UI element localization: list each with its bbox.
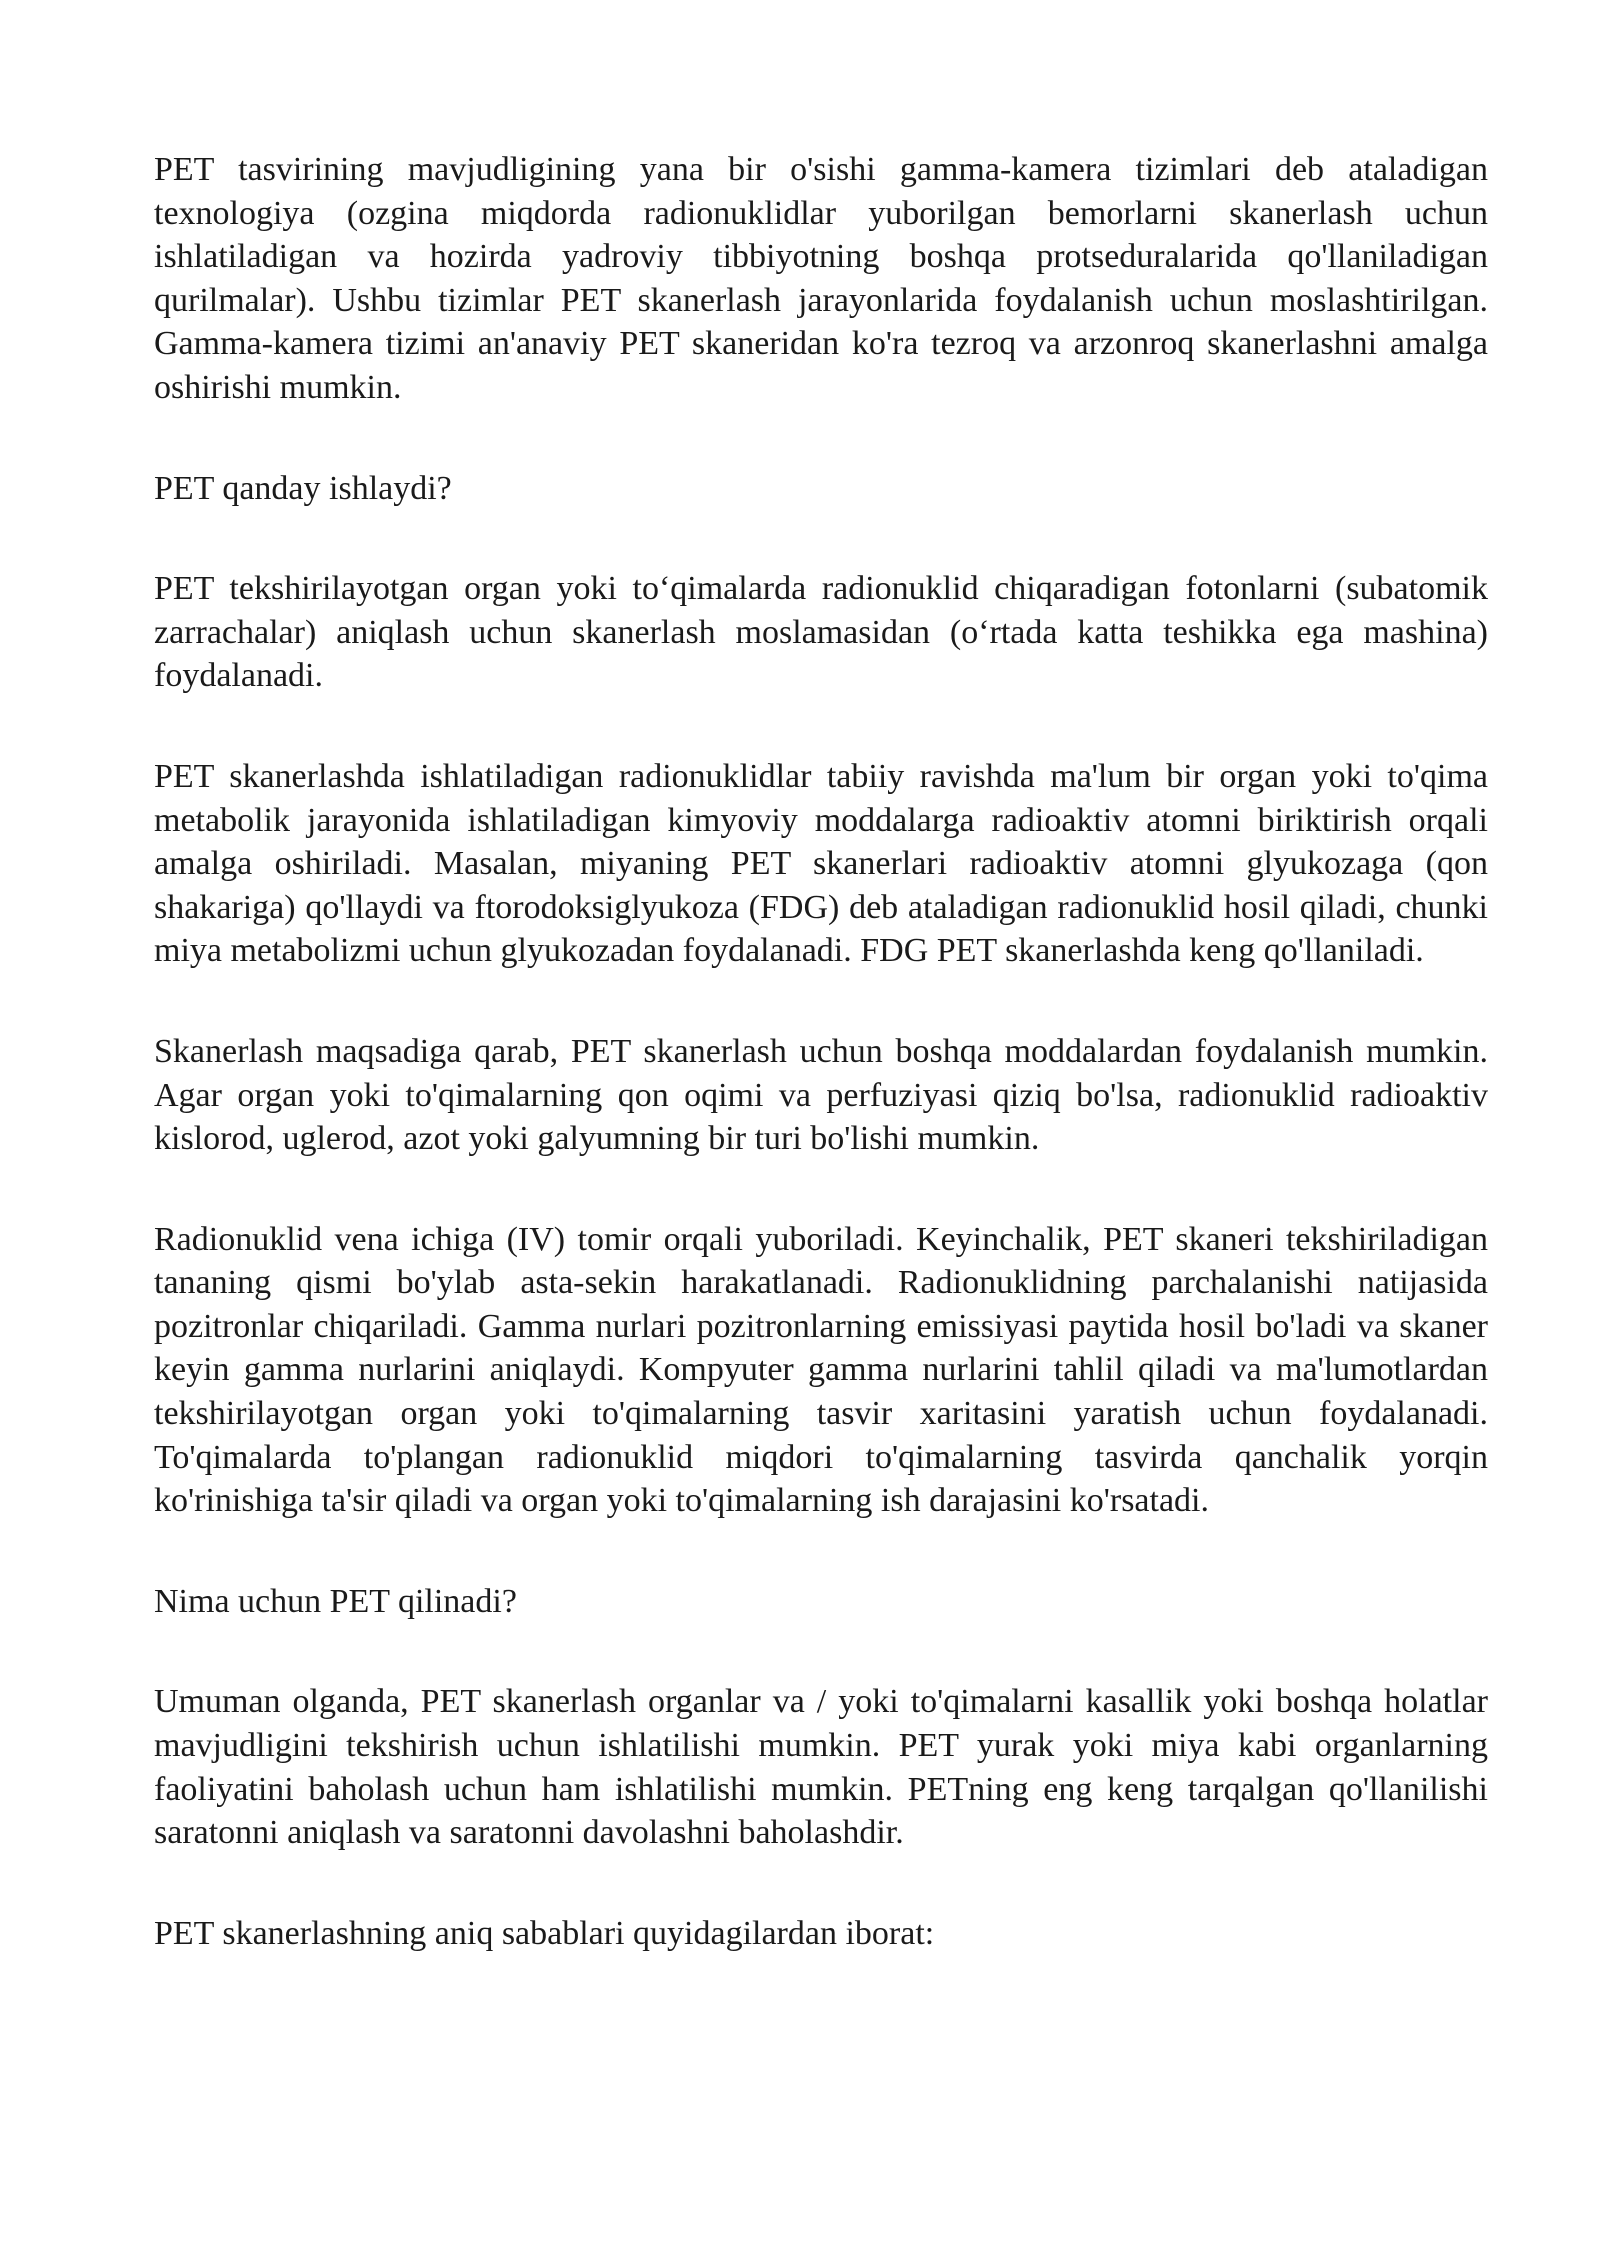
heading-why-pet: Nima uchun PET qilinadi? xyxy=(154,1582,517,1620)
paragraph-radionuclides: PET skanerlashda ishlatiladigan radionuklidlar tabiiy ravishda ma'lum bir organ yoki to'qima metabolik jarayonida ishlatiladigan kimyoviy moddalarga radioaktiv atomni biriktirish orqali amalga oshiriladi. Masalan, miyaning PET skanerlari radioaktiv atomni glyukozaga (qon shakariga) qo'llaydi va ftorodoksiglyukoza (FDG) deb ataladigan radionuklid hosil qiladi, chunki miya metabolizmi uchun glyukozadan foydalanadi. FDG PET skanerlashda keng qo'llaniladi. xyxy=(154,757,1488,970)
heading-how-pet-works: PET qanday ishlaydi? xyxy=(154,469,452,507)
document-body xyxy=(154,148,1488,2012)
paragraph-uses: Umuman olganda, PET skanerlash organlar va / yoki to'qimalarni kasallik yoki boshqa holatlar mavjudligini tekshirish uchun ishlatilishi mumkin. PET yurak yoki miya kabi organlarning faoliyatini baholash uchun ham ishlatilishi mumkin. PETning eng keng tarqalgan qo'llanilishi saratonni aniqlash va saratonni davolashni baholashdir. xyxy=(154,1683,1488,1852)
heading-specific-reasons: PET skanerlashning aniq sabablari quyidagilardan iborat: xyxy=(154,1914,935,1952)
paragraph-other-substances: Skanerlash maqsadiga qarab, PET skanerlash uchun boshqa moddalardan foydalanish mumkin. Agar organ yoki to'qimalarning qon oqimi va perfuziyasi qiziq bo'lsa, radionuklid radioaktiv kislorod, uglerod, azot yoki galyumning bir turi bo'lishi mumkin. xyxy=(154,1032,1488,1158)
paragraph-procedure: Radionuklid vena ichiga (IV) tomir orqali yuboriladi. Keyinchalik, PET skaneri tekshiriladigan tananing qismi bo'ylab asta-sekin harakatlanadi. Radionuklidning parchalanishi natijasida pozitronlar chiqariladi. Gamma nurlari pozitronlarning emissiyasi paytida hosil bo'ladi va skaner keyin gamma nurlarini aniqlaydi. Kompyuter gamma nurlarini tahlil qiladi va ma'lumotlardan tekshirilayotgan organ yoki to'qimalarning tasvir xaritasini yaratish uchun foydalanadi. To'qimalarda to'plangan radionuklid miqdori to'qimalarning tasvirda qanchalik yorqin ko'rinishiga ta'sir qiladi va organ yoki to'qimalarning ish darajasini ko'rsatadi. xyxy=(154,1220,1488,1520)
paragraph-gamma-camera: PET tasvirining mavjudligining yana bir o'sishi gamma-kamera tizimlari deb ataladigan texnologiya (ozgina miqdorda radionuklidlar yuborilgan bemorlarni skanerlash uchun ishlatiladigan va hozirda yadroviy tibbiyotning boshqa protseduralarida qo'llaniladigan qurilmalar). Ushbu tizimlar PET skanerlash jarayonlarida foydalanish uchun moslashtirilgan. Gamma-kamera tizimi an'anaviy PET skaneridan ko'ra tezroq va arzonroq skanerlashni amalga oshirishi mumkin. xyxy=(154,151,1488,406)
paragraph-scanner-photons: PET tekshirilayotgan organ yoki to‘qimalarda radionuklid chiqaradigan fotonlarni (subatomik zarrachalar) aniqlash uchun skanerlash moslamasidan (o‘rtada katta teshikka ega mashina) foydalanadi. xyxy=(154,570,1488,695)
